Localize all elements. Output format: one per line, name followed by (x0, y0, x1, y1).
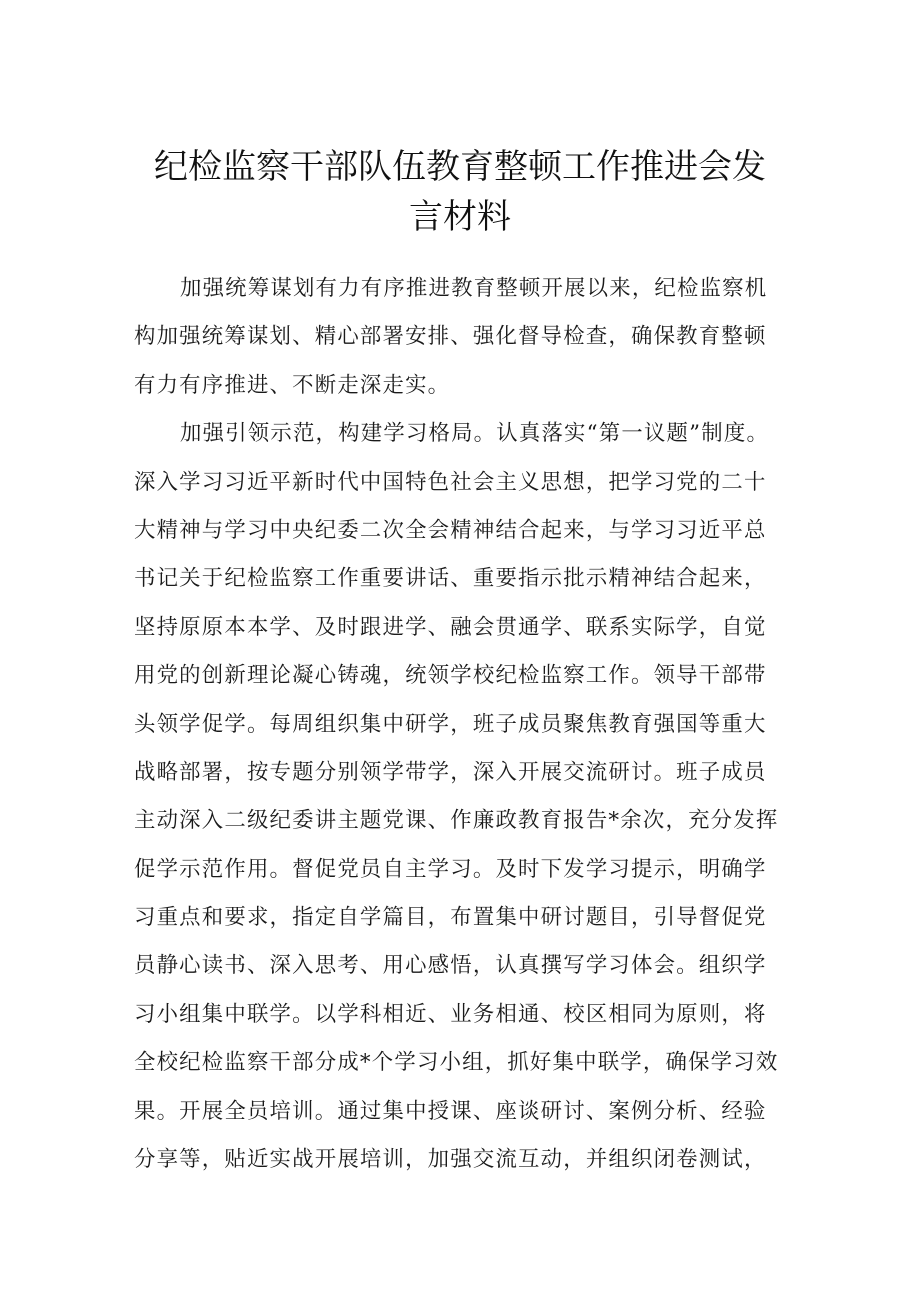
text-line: 用党的创新理论凝心铸魂，统领学校纪检监察工作。领导干部带 (134, 663, 767, 689)
document-title (120, 142, 800, 242)
title-line: 言材料 (409, 197, 511, 237)
text-line: 有力有序推进、不断走深走实。 (134, 372, 451, 398)
text-line: 加强引领示范，构建学习格局。认真落实“第一议题”制度。 (180, 421, 770, 447)
text-line: 书记关于纪检监察工作重要讲话、重要指示批示精神结合起来， (134, 566, 767, 592)
text-line: 习重点和要求，指定自学篇目，布置集中研讨题目，引导督促党 (134, 905, 767, 931)
text-line: 加强统筹谋划有力有序推进教育整顿开展以来，纪检监察机 (180, 276, 768, 301)
text-line: 大精神与学习中央纪委二次全会精神结合起来，与学习习近平总 (134, 517, 767, 543)
text-line: 战略部署，按专题分别领学带学，深入开展交流研讨。班子成员 (134, 759, 767, 785)
text-line: 员静心读书、深入思考、用心感悟，认真撰写学习体会。组织学 (134, 953, 767, 979)
text-line: 坚持原原本本学、及时跟进学、融会贯通学、联系实际学，自觉 (134, 614, 767, 640)
text-line: 果。开展全员培训。通过集中授课、座谈研讨、案例分析、经验 (134, 1098, 767, 1124)
document-body (134, 265, 794, 1184)
paragraph-intro (134, 265, 794, 410)
text-line: 促学示范作用。督促党员自主学习。及时下发学习提示，明确学 (134, 856, 767, 882)
text-line: 全校纪检监察干部分成*个学习小组，抓好集中联学，确保学习效 (134, 1050, 779, 1076)
text-line: 习小组集中联学。以学科相近、业务相通、校区相同为原则，将 (134, 1001, 767, 1027)
paragraph-learning (134, 410, 794, 1184)
text-line: 构加强统筹谋划、精心部署安排、强化督导检查，确保教育整顿 (134, 324, 767, 350)
title-line: 纪检监察干部队伍教育整顿工作推进会发 (154, 147, 766, 187)
text-line: 分享等，贴近实战开展培训，加强交流互动，并组织闭卷测试， (134, 1147, 767, 1173)
text-line: 头领学促学。每周组织集中研学，班子成员聚焦教育强国等重大 (134, 711, 767, 737)
text-line: 主动深入二级纪委讲主题党课、作廉政教育报告*余次，充分发挥 (134, 808, 779, 834)
text-line: 深入学习习近平新时代中国特色社会主义思想，把学习党的二十 (134, 469, 767, 495)
